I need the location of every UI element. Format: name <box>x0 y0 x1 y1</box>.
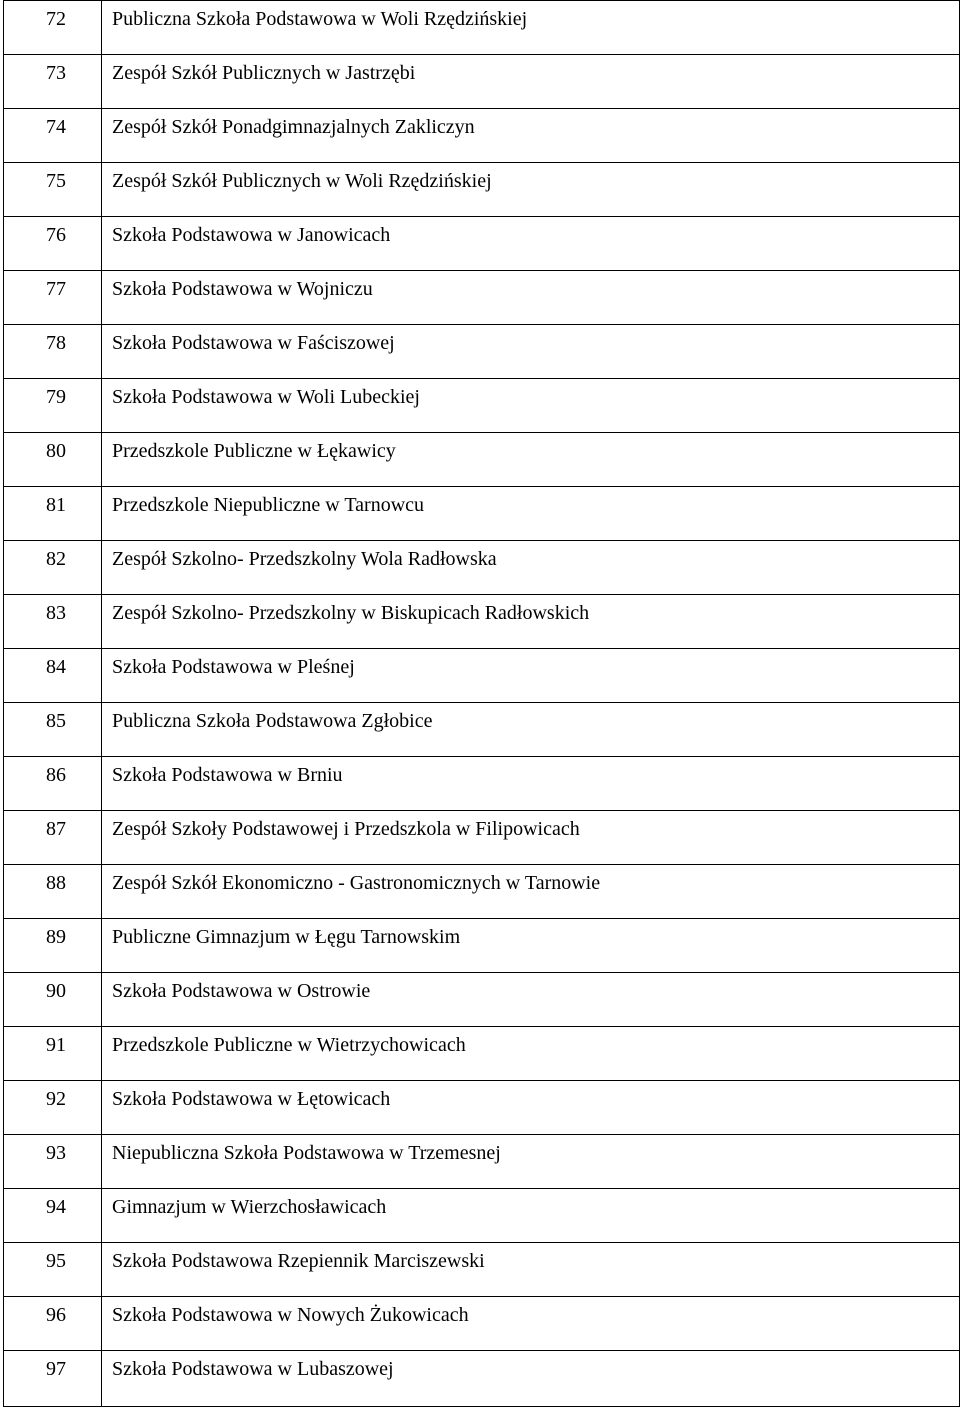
table-row <box>4 649 960 703</box>
school-name: Niepubliczna Szkoła Podstawowa w Trzemesnej <box>102 1135 960 1189</box>
table-row <box>4 487 960 541</box>
school-name: Szkoła Podstawowa w Brniu <box>102 757 960 811</box>
table-row <box>4 1243 960 1297</box>
school-name: Przedszkole Niepubliczne w Tarnowcu <box>102 487 960 541</box>
school-name: Zespół Szkół Ponadgimnazjalnych Zakliczyn <box>102 109 960 163</box>
row-number: 88 <box>4 865 102 919</box>
row-number: 84 <box>4 649 102 703</box>
school-name: Publiczna Szkoła Podstawowa Zgłobice <box>102 703 960 757</box>
table-row <box>4 919 960 973</box>
table-row <box>4 271 960 325</box>
table-row <box>4 757 960 811</box>
school-name: Szkoła Podstawowa w Pleśnej <box>102 649 960 703</box>
table-row <box>4 1135 960 1189</box>
row-number: 81 <box>4 487 102 541</box>
row-number: 86 <box>4 757 102 811</box>
table-row <box>4 217 960 271</box>
table-row <box>4 1027 960 1081</box>
row-number: 80 <box>4 433 102 487</box>
row-number: 75 <box>4 163 102 217</box>
school-name: Publiczna Szkoła Podstawowa w Woli Rzędzińskiej <box>102 1 960 55</box>
table-row <box>4 379 960 433</box>
school-name: Zespół Szkół Ekonomiczno - Gastronomicznych w Tarnowie <box>102 865 960 919</box>
row-number: 96 <box>4 1297 102 1351</box>
row-number: 90 <box>4 973 102 1027</box>
school-name: Przedszkole Publiczne w Łękawicy <box>102 433 960 487</box>
school-name: Szkoła Podstawowa w Ostrowie <box>102 973 960 1027</box>
school-name: Szkoła Podstawowa w Janowicach <box>102 217 960 271</box>
school-name: Zespół Szkół Publicznych w Jastrzębi <box>102 55 960 109</box>
school-name: Zespół Szkolno- Przedszkolny w Biskupicach Radłowskich <box>102 595 960 649</box>
row-number: 82 <box>4 541 102 595</box>
row-number: 93 <box>4 1135 102 1189</box>
school-name: Zespół Szkolno- Przedszkolny Wola Radłowska <box>102 541 960 595</box>
school-name: Szkoła Podstawowa w Lubaszowej <box>102 1351 960 1407</box>
row-number: 73 <box>4 55 102 109</box>
school-name: Szkoła Podstawowa w Wojniczu <box>102 271 960 325</box>
school-name: Gimnazjum w Wierzchosławicach <box>102 1189 960 1243</box>
school-name: Szkoła Podstawowa w Nowych Żukowicach <box>102 1297 960 1351</box>
row-number: 76 <box>4 217 102 271</box>
table-row <box>4 541 960 595</box>
table-row <box>4 325 960 379</box>
school-name: Szkoła Podstawowa w Woli Lubeckiej <box>102 379 960 433</box>
row-number: 74 <box>4 109 102 163</box>
row-number: 95 <box>4 1243 102 1297</box>
table-row <box>4 1297 960 1351</box>
table-row <box>4 109 960 163</box>
table-row <box>4 973 960 1027</box>
schools-table <box>3 0 960 1407</box>
table-row <box>4 703 960 757</box>
table-row <box>4 595 960 649</box>
table-row <box>4 1189 960 1243</box>
school-name: Zespół Szkół Publicznych w Woli Rzędzińskiej <box>102 163 960 217</box>
table-row <box>4 1 960 55</box>
table-row <box>4 865 960 919</box>
schools-table-body <box>4 1 960 1407</box>
row-number: 89 <box>4 919 102 973</box>
row-number: 83 <box>4 595 102 649</box>
row-number: 92 <box>4 1081 102 1135</box>
table-row <box>4 811 960 865</box>
row-number: 97 <box>4 1351 102 1407</box>
table-row <box>4 1351 960 1407</box>
school-name: Szkoła Podstawowa w Łętowicach <box>102 1081 960 1135</box>
school-name: Zespół Szkoły Podstawowej i Przedszkola w Filipowicach <box>102 811 960 865</box>
row-number: 94 <box>4 1189 102 1243</box>
row-number: 72 <box>4 1 102 55</box>
school-name: Szkoła Podstawowa Rzepiennik Marciszewski <box>102 1243 960 1297</box>
row-number: 79 <box>4 379 102 433</box>
table-row <box>4 1081 960 1135</box>
row-number: 78 <box>4 325 102 379</box>
school-name: Przedszkole Publiczne w Wietrzychowicach <box>102 1027 960 1081</box>
row-number: 87 <box>4 811 102 865</box>
table-row <box>4 433 960 487</box>
table-row <box>4 163 960 217</box>
school-name: Publiczne Gimnazjum w Łęgu Tarnowskim <box>102 919 960 973</box>
row-number: 85 <box>4 703 102 757</box>
row-number: 77 <box>4 271 102 325</box>
row-number: 91 <box>4 1027 102 1081</box>
school-name: Szkoła Podstawowa w Faściszowej <box>102 325 960 379</box>
table-row <box>4 55 960 109</box>
